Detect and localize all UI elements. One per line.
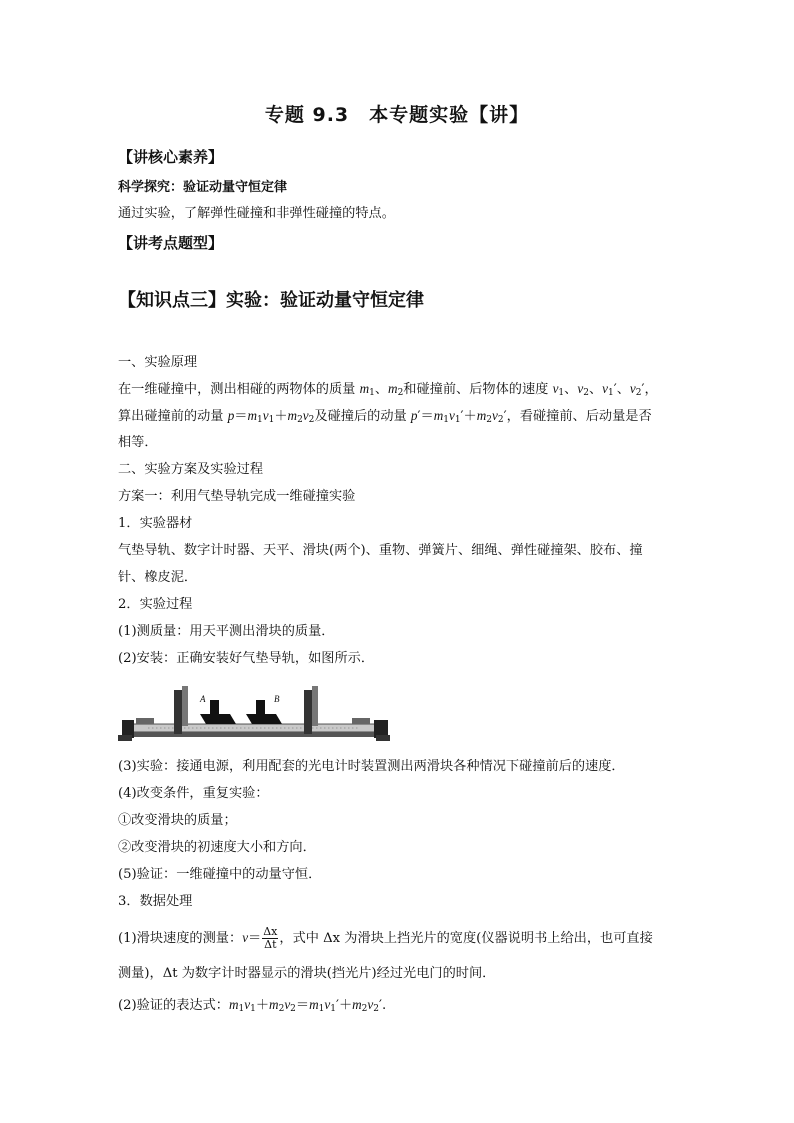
data-step-2: (2)验证的表达式：$m_1v_1+m_2v_2=m_1v_1'+m_2v_2'$.	[118, 997, 387, 1014]
equipment-title: 1．实验器材	[118, 516, 193, 531]
step-5: (5)验证：一维碰撞中的动量守恒．	[118, 867, 322, 882]
left-photogate	[174, 690, 182, 734]
slider-a-flag	[210, 700, 219, 714]
step-4a: ①改变滑块的质量；	[118, 813, 237, 828]
equipment-line-2: 针、橡皮泥．	[118, 570, 198, 585]
velocity-fraction: $\frac{\Delta x}{\Delta t}$	[263, 925, 278, 951]
plan-one: 方案一：利用气垫导轨完成一维碰撞实验	[118, 489, 356, 504]
step-4: (4)改变条件，重复实验：	[118, 786, 269, 801]
left-photogate-side	[182, 686, 188, 726]
principle-line-1: 在一维碰撞中，测出相碰的两物体的质量 $m_1$、$m_2$和碰撞前、后物体的速度 $v_1$、$v_2$、$v_1'$、$v_2'$，	[118, 381, 658, 398]
right-photogate-side	[312, 686, 318, 726]
science-inquiry-label: 科学探究：验证动量守恒定律	[118, 180, 288, 195]
knowledge-point-title: 【知识点三】实验：验证动量守恒定律	[118, 290, 424, 311]
page-title: 专题 9.3 本专题实验【讲】	[264, 104, 530, 126]
step-1: (1)测质量：用天平测出滑块的质量．	[118, 624, 335, 639]
slider-b-label: B	[274, 694, 280, 704]
slider-b	[246, 714, 282, 724]
left-foot	[118, 735, 132, 741]
right-photogate	[304, 690, 312, 734]
section1-title: 一、实验原理	[118, 355, 198, 370]
topic-types-header: 【讲考点题型】	[118, 234, 224, 252]
data-processing-title: 3．数据处理	[118, 894, 193, 909]
principle-line-2: 算出碰撞前的动量 $p=m_1v_1+m_2v_2$及碰撞后的动量 $p'=m_1v_1'+m_2v_2'$，看碰撞前、后动量是否	[118, 408, 652, 425]
step-2: (2)安装：正确安装好气垫导轨，如图所示．	[118, 651, 375, 666]
process-title: 2．实验过程	[118, 597, 193, 612]
slider-a-label: A	[200, 694, 206, 704]
left-spring-clip	[136, 718, 154, 724]
data-step-1: (1)滑块速度的测量：v＝ $\frac{\Delta x}{\Delta t}$ ，式中 Δx 为滑块上挡光片的宽度(仪器说明书上给出，也可直接	[118, 925, 653, 951]
step-3: (3)实验：接通电源，利用配套的光电计时装置测出两滑块各种情况下碰撞前后的速度．	[118, 759, 625, 774]
air-track-diagram	[118, 684, 390, 746]
slider-a	[200, 714, 236, 724]
principle-line-3: 相等．	[118, 435, 158, 450]
section2-title: 二、实验方案及实验过程	[118, 462, 264, 477]
track-front	[132, 732, 382, 737]
data-step-1-line-2: 测量)，Δt 为数字计时器显示的滑块(挡光片)经过光电门的时间．	[118, 966, 496, 981]
right-foot	[376, 735, 390, 741]
intro-text: 通过实验，了解弹性碰撞和非弹性碰撞的特点。	[118, 206, 395, 221]
equipment-line-1: 气垫导轨、数字计时器、天平、滑块(两个)、重物、弹簧片、细绳、弹性碰撞架、胶布、撞	[118, 543, 643, 558]
step-4b: ②改变滑块的初速度大小和方向．	[118, 840, 316, 855]
core-literacy-header: 【讲核心素养】	[118, 148, 224, 166]
slider-b-flag	[256, 700, 265, 714]
right-spring-clip	[352, 718, 370, 724]
